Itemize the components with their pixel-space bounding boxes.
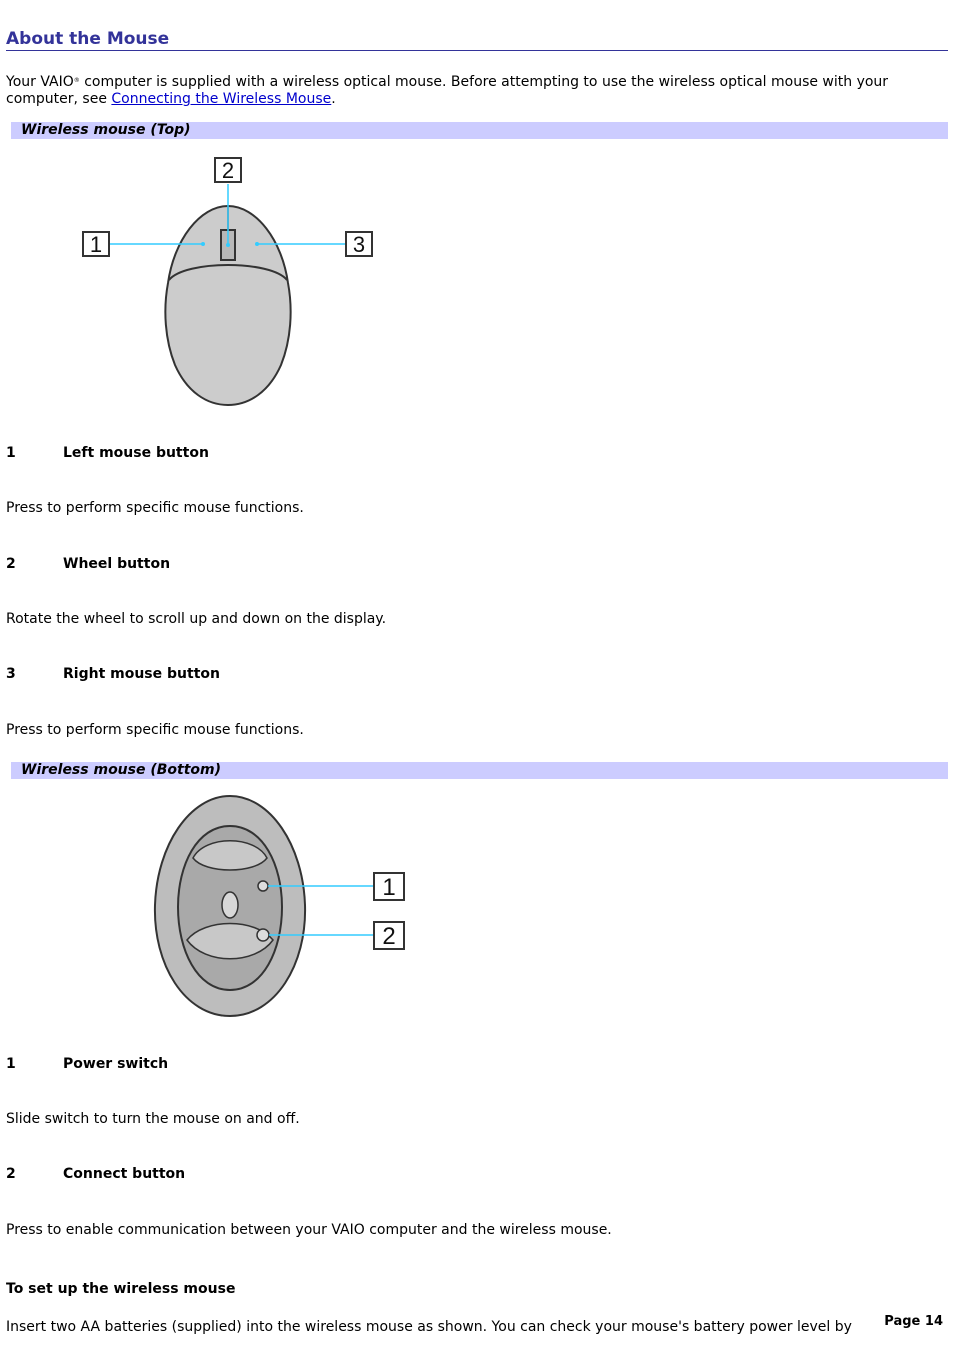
page-number: Page 14 — [884, 1314, 943, 1329]
setup-text: Insert two AA batteries (supplied) into the wireless mouse as shown. You can check your mouse's battery power level by — [6, 1319, 852, 1335]
item-left-mouse-button — [6, 445, 209, 462]
item-label: Power switch — [63, 1056, 169, 1072]
callout-dot-3 — [255, 242, 259, 246]
item-label: Right mouse button — [63, 666, 220, 682]
callout-label-1: 1 — [89, 232, 103, 257]
item-label: Wheel button — [63, 556, 171, 572]
intro-text-middle: computer is supplied with a wireless optical mouse. Before attempting to use the wireless optical mouse with your computer, see — [6, 74, 889, 107]
mouse-top-diagram — [75, 150, 385, 412]
callout-dot-2 — [226, 243, 230, 247]
item-connect-button — [6, 1166, 185, 1183]
item-number: 1 — [6, 445, 16, 461]
optical-sensor — [222, 892, 238, 918]
setup-heading: To set up the wireless mouse — [6, 1281, 236, 1297]
callout-label-2: 2 — [221, 158, 235, 183]
callout-label-2: 2 — [382, 923, 396, 950]
section-heading-bottom: Wireless mouse (Bottom) — [11, 762, 948, 779]
connect-button — [257, 929, 269, 941]
section-heading-top: Wireless mouse (Top) — [11, 122, 948, 139]
item-label: Left mouse button — [63, 445, 209, 461]
item-description: Rotate the wheel to scroll up and down on the display. — [6, 611, 387, 627]
power-switch — [258, 881, 268, 891]
mouse-bottom-diagram — [145, 790, 415, 1022]
item-description: Press to enable communication between your VAIO computer and the wireless mouse. — [6, 1222, 612, 1238]
item-number: 2 — [6, 556, 16, 572]
item-number: 3 — [6, 666, 16, 682]
callout-dot-1 — [201, 242, 205, 246]
callout-label-1: 1 — [382, 874, 396, 901]
item-number: 1 — [6, 1056, 16, 1072]
item-description: Press to perform specific mouse functions. — [6, 500, 304, 516]
intro-text-start: Your VAIO — [6, 74, 74, 90]
item-label: Connect button — [63, 1166, 186, 1182]
item-right-mouse-button — [6, 666, 220, 683]
item-wheel-button — [6, 556, 170, 573]
registered-mark: ® — [73, 77, 80, 84]
callout-label-3: 3 — [352, 232, 366, 257]
item-number: 2 — [6, 1166, 16, 1182]
item-power-switch — [6, 1056, 168, 1073]
intro-text-end: . — [331, 91, 336, 107]
intro-paragraph — [6, 72, 946, 108]
connecting-wireless-mouse-link[interactable]: Connecting the Wireless Mouse — [111, 91, 332, 107]
page-title: About the Mouse — [6, 29, 948, 51]
item-description: Press to perform specific mouse functions. — [6, 722, 304, 738]
item-description: Slide switch to turn the mouse on and off. — [6, 1111, 300, 1127]
